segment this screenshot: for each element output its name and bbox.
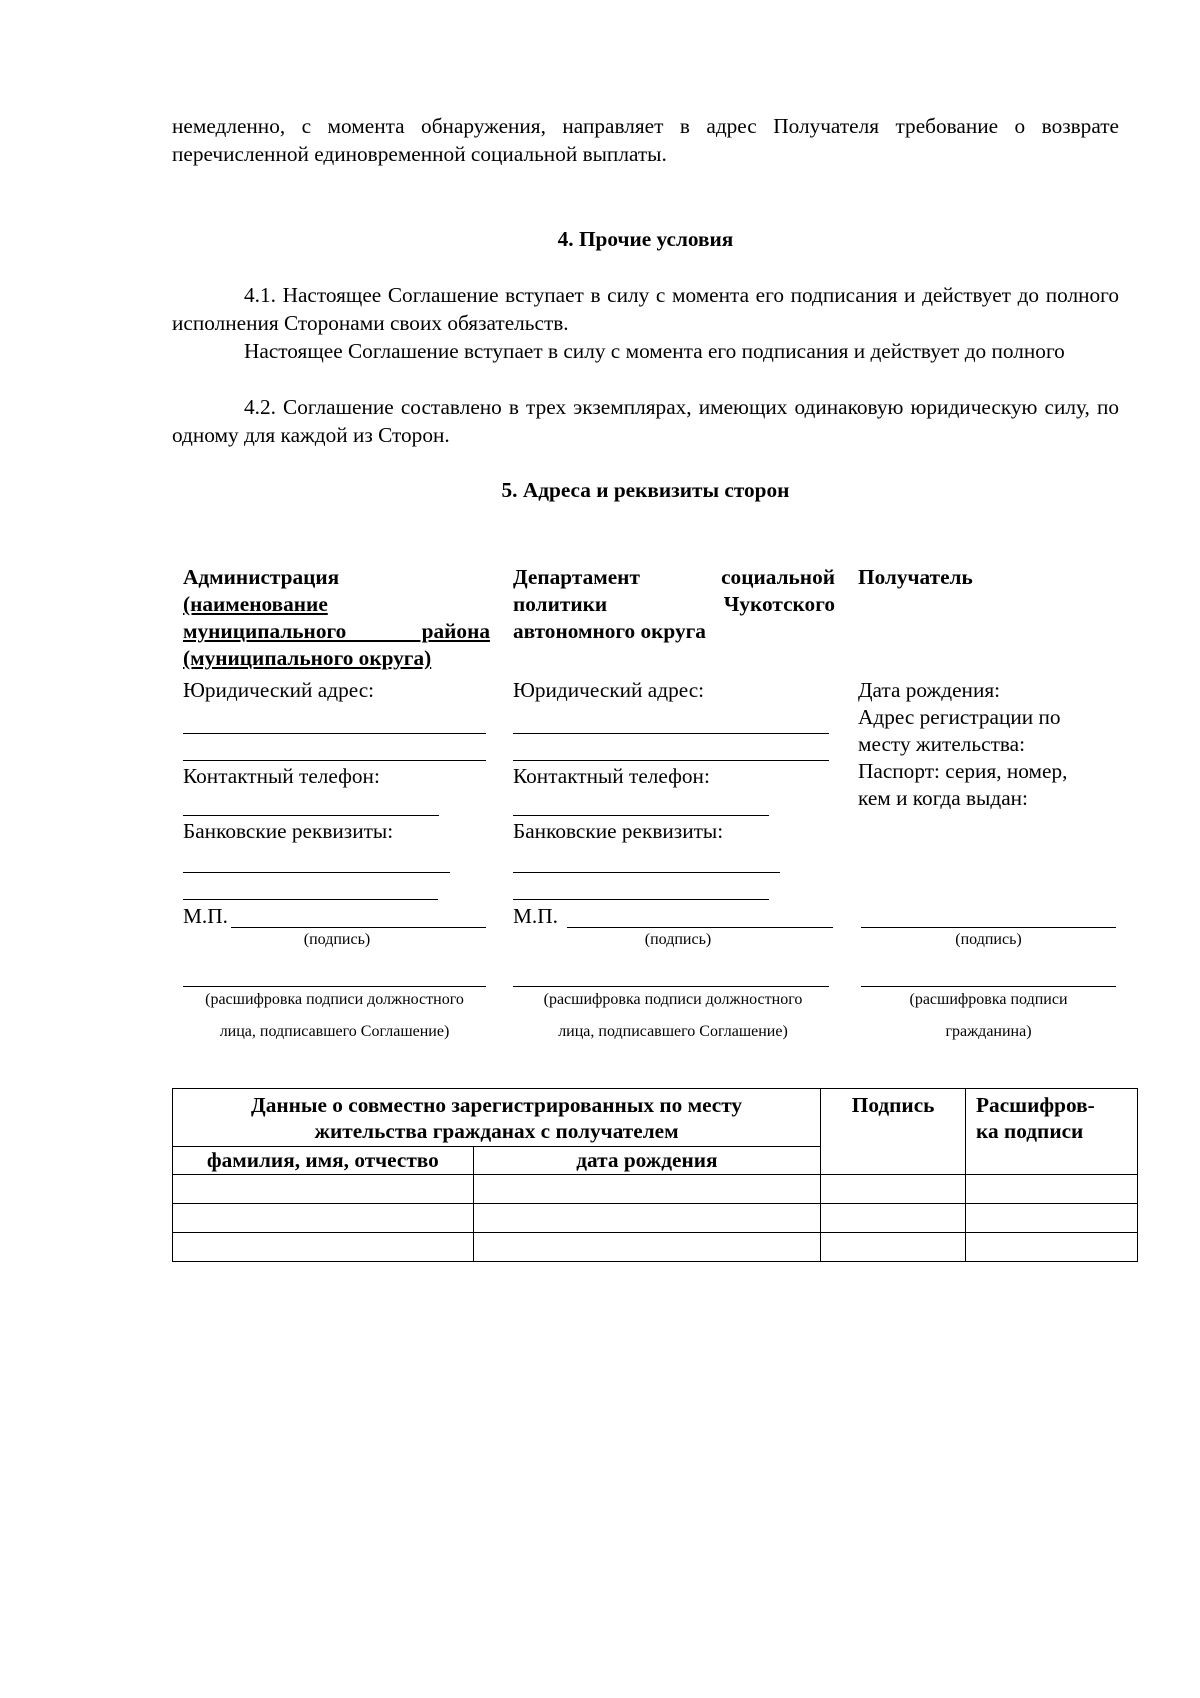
table-cell xyxy=(821,1204,966,1233)
table-row xyxy=(173,1175,1138,1204)
table-signature-header: Подпись xyxy=(821,1089,966,1175)
table-cell xyxy=(966,1204,1138,1233)
dept-signature-line xyxy=(567,927,833,928)
table-cell xyxy=(173,1233,474,1262)
admin-bank-label: Банковские реквизиты: xyxy=(183,819,394,843)
table-cell xyxy=(966,1175,1138,1204)
dept-phone-label: Контактный телефон: xyxy=(513,764,710,788)
party-administration xyxy=(183,564,490,672)
recipient-passport-label-1: Паспорт: серия, номер, xyxy=(858,759,1068,783)
admin-phone-line xyxy=(183,815,439,816)
dept-bank-line-2 xyxy=(513,899,769,900)
dept-signature-caption: (подпись) xyxy=(644,931,712,948)
recipient-header: Получатель xyxy=(858,565,973,589)
top-paragraph: немедленно, с момента обнаружения, направляет в адрес Получателя требование о возврате перечисленной единовременной социальной выплаты. xyxy=(172,114,1119,166)
dept-decode-caption-1: (расшифровка подписи должностного xyxy=(543,991,803,1008)
recipient-signature-caption: (подпись) xyxy=(955,931,1022,948)
co-registered-citizens-table xyxy=(172,1088,1138,1262)
table-decode-header-line-1: Расшифров- xyxy=(976,1093,1095,1117)
table-cell xyxy=(966,1233,1138,1262)
table-row xyxy=(173,1204,1138,1233)
recipient-registration-label-1: Адрес регистрации по xyxy=(858,705,1061,729)
recipient-decode-line xyxy=(861,986,1116,987)
recipient-decode-caption-1: (расшифровка подписи xyxy=(909,991,1068,1008)
table-header-row xyxy=(173,1089,1138,1147)
recipient-signature-line xyxy=(861,927,1116,928)
section-5-title: 5. Адреса и реквизиты сторон xyxy=(501,478,790,502)
admin-address-line-2 xyxy=(183,760,486,761)
admin-bank-line-1 xyxy=(183,872,450,873)
admin-decode-line xyxy=(183,986,486,987)
admin-legal-address-label: Юридический адрес: xyxy=(183,678,375,702)
admin-address-line-1 xyxy=(183,733,486,734)
table-cell xyxy=(821,1233,966,1262)
recipient-fields xyxy=(858,677,1120,812)
dept-phone-line xyxy=(513,815,769,816)
dept-address-line-1 xyxy=(513,733,829,734)
table-name-header: фамилия, имя, отчество xyxy=(173,1147,474,1175)
recipient-passport-label-2: кем и когда выдан: xyxy=(858,786,1028,810)
section-4-paragraph-2: Настоящее Соглашение вступает в силу с момента его подписания и действует до полного xyxy=(244,339,1065,363)
dept-header-line-1: Департамент социальной xyxy=(513,565,835,589)
section-4-paragraph-1: 4.1. Настоящее Соглашение вступает в силу с момента его подписания и действует до полного исполнения Сторонами своих обязательств. xyxy=(172,283,1119,335)
admin-stamp-label: М.П. xyxy=(183,904,228,928)
recipient-birth-label: Дата рождения: xyxy=(858,678,1001,702)
table-cell xyxy=(473,1175,821,1204)
admin-header-line-1: Администрация xyxy=(183,565,340,589)
admin-decode-caption-1: (расшифровка подписи должностного xyxy=(205,991,464,1008)
recipient-decode-caption-2: гражданина) xyxy=(945,1023,1032,1040)
dept-header-line-2: политики Чукотского xyxy=(513,592,835,616)
admin-header-line-2: (наименование xyxy=(183,592,328,616)
table-decode-header xyxy=(966,1089,1138,1175)
dept-header-line-3: автономного округа xyxy=(513,619,706,643)
table-cell xyxy=(173,1175,474,1204)
admin-decode-caption-2: лица, подписавшего Соглашение) xyxy=(219,1023,450,1040)
dept-bank-line-1 xyxy=(513,872,780,873)
dept-legal-address-label: Юридический адрес: xyxy=(513,678,705,702)
section-4-paragraph-3: 4.2. Соглашение составлено в трех экземплярах, имеющих одинаковую юридическую силу, по одному для каждой из Сторон. xyxy=(172,395,1119,447)
dept-decode-line xyxy=(513,986,829,987)
dept-stamp-label: М.П. xyxy=(513,904,558,928)
table-cell xyxy=(473,1204,821,1233)
dept-bank-label: Банковские реквизиты: xyxy=(513,819,724,843)
table-decode-header-line-2: ка подписи xyxy=(976,1119,1084,1143)
party-recipient xyxy=(858,564,1120,591)
recipient-registration-label-2: месту жительства: xyxy=(858,732,1026,756)
admin-header-line-4: (муниципального округа) xyxy=(183,646,432,670)
table-group-header-line-2: жительства гражданах с получателем xyxy=(314,1119,679,1143)
admin-phone-label: Контактный телефон: xyxy=(183,764,380,788)
admin-bank-line-2 xyxy=(183,899,438,900)
table-group-header-line-1: Данные о совместно зарегистрированных по месту xyxy=(251,1093,743,1117)
section-4-title: 4. Прочие условия xyxy=(557,227,734,251)
table-cell xyxy=(473,1233,821,1262)
table-row xyxy=(173,1233,1138,1262)
table-group-header xyxy=(173,1089,821,1147)
table-birth-header: дата рождения xyxy=(473,1147,821,1175)
table-cell xyxy=(821,1175,966,1204)
admin-header-line-3: муниципального района xyxy=(183,619,490,643)
party-department xyxy=(513,564,835,645)
dept-address-line-2 xyxy=(513,760,829,761)
dept-decode-caption-2: лица, подписавшего Соглашение) xyxy=(558,1023,788,1040)
admin-signature-line xyxy=(231,927,486,928)
admin-signature-caption: (подпись) xyxy=(303,931,371,948)
table-cell xyxy=(173,1204,474,1233)
